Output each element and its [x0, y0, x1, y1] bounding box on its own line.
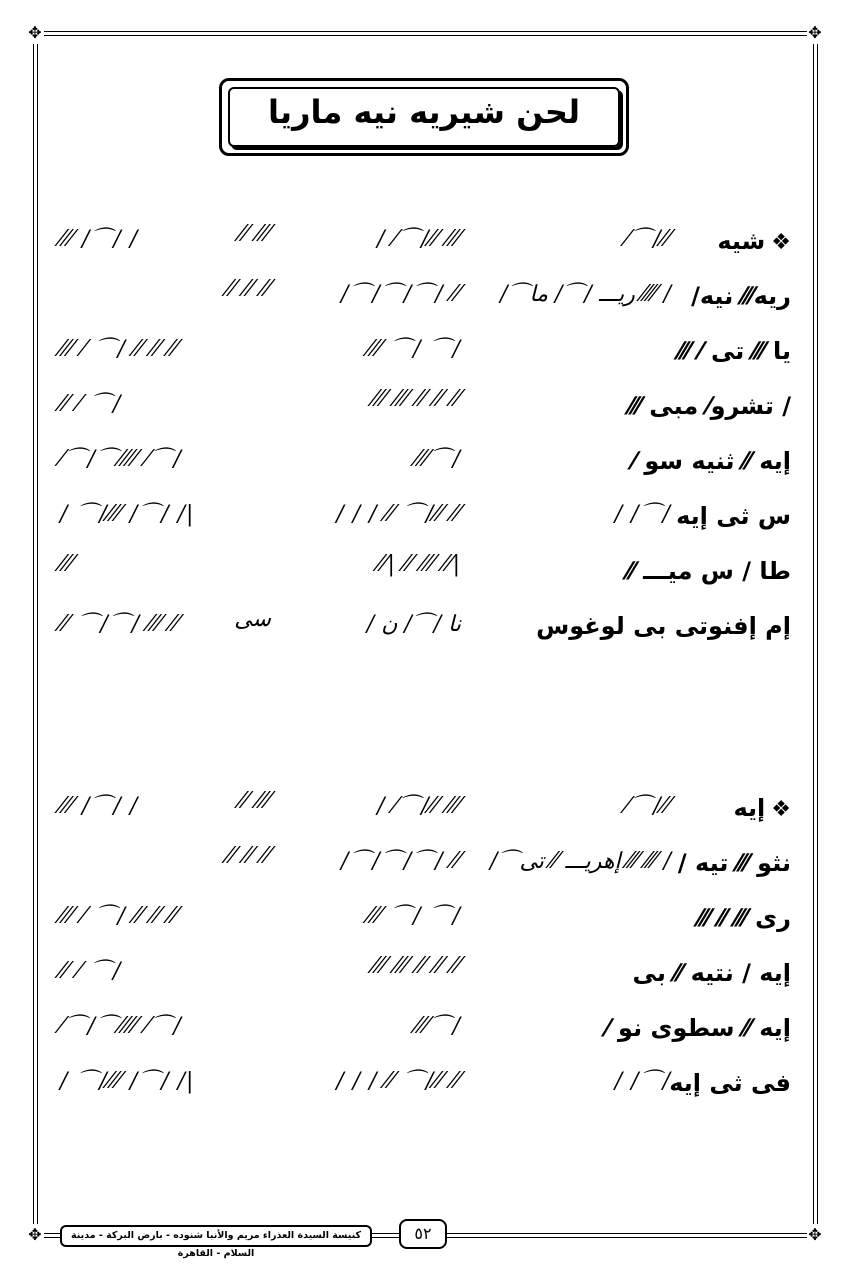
hymn-line-text — [676, 501, 791, 531]
melisma-marks: ⁄⁄⁄ ⁄ ⌒/ ⁄⁄ ⁄⁄ ⁄⁄ — [60, 337, 179, 362]
hymn-line — [60, 1050, 791, 1105]
hymn-words: إيه ⁄⁄ سطوى نو ⁄ — [605, 1014, 791, 1042]
melisma-marks: ⁄⌒/⌒⁄⁄⁄⁄ ⁄⌒/ — [60, 447, 182, 472]
melisma-marks: ⁄⁄⁄⌒/ — [415, 1014, 461, 1039]
hymn-line-text — [627, 556, 791, 586]
melisma-marks: ⁄⌒/⁄⁄ — [625, 227, 671, 252]
melisma-marks: ⁄⁄⁄ ⌒/ ⌒/ — [368, 337, 461, 362]
hymn-line-text — [606, 1013, 791, 1043]
hymn-words: فى ثى إيه — [669, 1069, 791, 1097]
hymn-words: شيه — [717, 227, 766, 255]
frame-top-line-2 — [44, 35, 807, 36]
title-frame — [219, 78, 629, 156]
melisma-marks: /⌒ريـــ /⌒/ ما ⁄⁄⁄⁄ / — [500, 282, 671, 307]
melisma-marks: / ⁄⌒/⁄⁄ ⁄⁄⁄ — [377, 227, 461, 252]
hymn-words: إيه ⁄⁄ ثنيه سو ⁄ — [631, 447, 791, 475]
hymn-line-text — [698, 903, 791, 933]
frame-right-line — [813, 44, 814, 1224]
melisma-marks: / ⌒/⁄⁄⁄ /⌒/ /| — [60, 502, 195, 527]
melisma-marks: ⁄⁄⁄ /⌒/ / — [60, 227, 139, 252]
bullet-icon: ❖ — [771, 230, 791, 255]
melisma-marks: ⁄⁄ ⁄ ⌒/ — [60, 959, 122, 984]
hymn-line-text — [632, 446, 791, 476]
melisma-marks: /⌒/⌒/⌒/ ⁄⁄ — [341, 849, 461, 874]
melisma-marks: ⁄⁄ ⌒/⌒/ ⁄⁄⁄ ⁄⁄ — [60, 612, 180, 637]
hymn-line — [60, 830, 791, 885]
corner-ornament-icon: ✥ — [808, 23, 822, 42]
melisma-marks: ⁄⁄⁄⌒/ — [415, 447, 461, 472]
melisma-marks: / ⁄⌒/⁄⁄ ⁄⁄⁄ — [377, 794, 461, 819]
hymn-line-text — [629, 391, 791, 421]
hymn-line-text — [691, 281, 791, 311]
hymn-words: نثو ⁄⁄⁄ تيه / — [677, 849, 791, 877]
hymn-line — [60, 483, 791, 538]
hymn-line-text — [717, 226, 791, 258]
melisma-marks: ⁄⁄⁄ — [60, 552, 75, 577]
frame-right-line-2 — [817, 44, 818, 1224]
hymn-line-text — [536, 611, 791, 641]
hymn-line-text — [669, 1068, 791, 1098]
hymn-words: إم إفنوتى بى لوغوس — [536, 612, 791, 640]
melisma-marks: /⌒/⌒/⌒/ ⁄⁄ — [341, 282, 461, 307]
hymn-line — [60, 263, 791, 318]
stanza-1 — [60, 208, 791, 648]
hymn-words: س ثى إيه — [676, 502, 791, 530]
melisma-marks: سى — [234, 607, 271, 632]
hymn-words: / تشرو⁄ مبى ⁄⁄⁄ — [628, 392, 791, 420]
melisma-marks: ⁄⁄ ⁄⁄⁄ — [239, 222, 271, 247]
melisma-marks: ⁄⁄ ⁄ ⌒/ — [60, 392, 122, 417]
melisma-marks: ⁄⁄ ⁄⁄ ⁄⁄ — [226, 277, 271, 302]
melisma-marks: ⁄⁄⁄ ⁄ ⌒/ ⁄⁄ ⁄⁄ ⁄⁄ — [60, 904, 179, 929]
melisma-marks: ⁄⁄⁄ ⁄⁄⁄ ⁄⁄ ⁄⁄ ⁄⁄ — [372, 387, 461, 412]
melisma-marks: ⁄⁄⁄ /⌒/ / — [60, 794, 139, 819]
melisma-marks: / / / ⁄⁄ ⌒/⁄⁄ ⁄⁄ — [336, 1069, 461, 1094]
corner-ornament-icon: ✥ — [28, 1225, 42, 1244]
footer-church-label: كنيسة السيدة العذراء مريم والأنبا شنوده - بارض البركة - مدينة السلام - القاهرة — [60, 1225, 372, 1247]
melisma-marks: / نا /⌒/ ن — [366, 612, 461, 637]
hymn-words: ريه⁄⁄⁄ نيه/ — [691, 282, 791, 310]
melisma-marks: / ⌒/⁄⁄⁄ /⌒/ /| — [60, 1069, 195, 1094]
corner-ornament-icon: ✥ — [808, 1225, 822, 1244]
corner-ornament-icon: ✥ — [28, 23, 42, 42]
page-title: لحن شيريه نيه ماريا — [268, 93, 580, 131]
frame-top-line — [44, 31, 807, 32]
melisma-marks: / /⌒/ — [614, 502, 671, 527]
hymn-line — [60, 995, 791, 1050]
frame-left-line-2 — [37, 44, 38, 1224]
hymn-words: يا ⁄⁄⁄ تى ⁄ ⁄⁄⁄ — [678, 337, 791, 365]
melisma-marks: ⁄⁄| ⁄⁄ ⁄⁄⁄ ⁄⁄| — [378, 552, 461, 577]
hymn-words: طا / س ميـــ ⁄⁄ — [626, 557, 791, 585]
hymn-line — [60, 940, 791, 995]
hymn-line — [60, 318, 791, 373]
hymn-words: إيه — [733, 794, 766, 822]
frame-left-line — [33, 44, 34, 1224]
hymn-line — [60, 373, 791, 428]
hymn-line-text — [678, 336, 791, 366]
hymn-words: إيه / نتيه ⁄⁄ بى — [632, 959, 791, 987]
hymn-line — [60, 885, 791, 940]
melisma-marks: ⁄⁄⁄ ⌒/ ⌒/ — [368, 904, 461, 929]
melisma-marks: / /⌒/ — [614, 1069, 671, 1094]
melisma-marks: ⁄⁄ ⁄⁄ ⁄⁄ — [226, 844, 271, 869]
melisma-marks: ⁄⁄ ⁄⁄⁄ — [239, 789, 271, 814]
hymn-line-text — [633, 958, 791, 988]
hymn-line — [60, 208, 791, 263]
stanza-2 — [60, 775, 791, 1105]
hymn-line — [60, 593, 791, 648]
melisma-marks: /⌒إهريـــ ⁄⁄ تى ⁄⁄⁄ ⁄⁄⁄ / — [490, 849, 671, 874]
melisma-marks: ⁄⁄⁄ ⁄⁄⁄ ⁄⁄ ⁄⁄ ⁄⁄ — [372, 954, 461, 979]
hymn-line — [60, 428, 791, 483]
melisma-marks: / / / ⁄⁄ ⌒/⁄⁄ ⁄⁄ — [336, 502, 461, 527]
hymn-words: رى ⁄⁄⁄ ⁄⁄ ⁄⁄⁄ — [698, 904, 791, 932]
hymn-line-text — [733, 793, 791, 825]
bullet-icon: ❖ — [771, 797, 791, 822]
melisma-marks: ⁄⌒/⁄⁄ — [625, 794, 671, 819]
hymn-line — [60, 538, 791, 593]
hymn-line-text — [678, 848, 791, 878]
page-number: ٥٢ — [399, 1219, 447, 1249]
melisma-marks: ⁄⌒/⌒⁄⁄⁄⁄ ⁄⌒/ — [60, 1014, 182, 1039]
hymn-line — [60, 775, 791, 830]
